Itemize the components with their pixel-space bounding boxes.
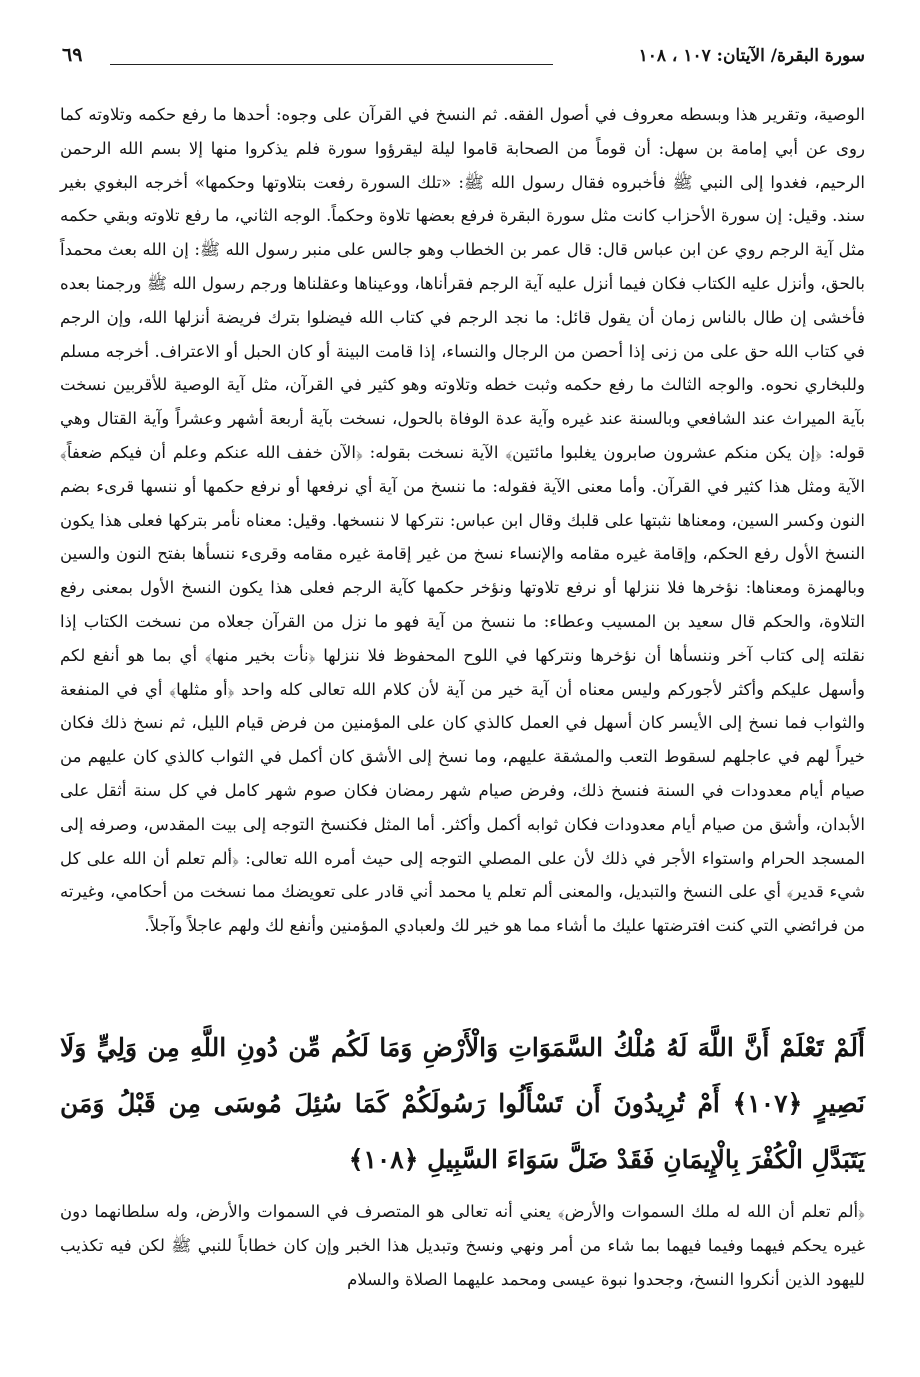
commentary-paragraph: ﴿ألم تعلم أن الله له ملك السموات والأرض﴾ يعني أنه تعالى هو المتصرف في السموات والأرض، وله سلطانهما دون غيره يحكم فيهما وفيما فيهما بما شاء من أمر ونهي ونسخ وتبديل هذا الخبر وإن كان خطاباً للنبي ﷺ لكن فيه تكذيب لليهود الذين أنكروا النسخ، وجحدوا نبوة عيسى ومحمد عليهما الصلاة والسلام (60, 1202, 865, 1289)
commentary-paragraph: الوصية، وتقرير هذا وبسطه معروف في أصول الفقه. ثم النسخ في القرآن على وجوه: أحدها ما رفع حكمه وتلاوته كما روى عن أبي إمامة بن سهل: أن قوماً من الصحابة قاموا ليلة ليقرؤوا سورة فلم يذكروا منها إلا بسم الله الرحمن الرحيم، فغدوا إلى النبي ﷺ فأخبروه فقال رسول الله ﷺ: «تلك السورة رفعت بتلاوتها وحكمها» أخرجه البغوي بغير سند. وقيل: إن سورة الأحزاب كانت مثل سورة البقرة فرفع بعضها تلاوة وحكماً. الوجه الثاني، ما رفع تلاوته وبقي حكمه مثل آية الرجم روي عن ابن عباس قال: قال عمر بن الخطاب وهو جالس على منبر رسول الله ﷺ: إن الله بعث محمداً بالحق، وأنزل عليه الكتاب فكان فيما أنزل عليه آية الرجم فقرأناها، ووعيناها وعقلناها ورجم رسول الله ﷺ ورجمنا بعده فأخشى إن طال بالناس زمان أن يقول قائل: ما نجد الرجم في كتاب الله فيضلوا بترك فريضة أنزلها الله، وإن الرجم في كتاب الله حق على من زنى إذا أحصن من الرجال والنساء، إذا قامت البينة أو كان الحبل أو الاعتراف. أخرجه مسلم وللبخاري نحوه. والوجه الثالث ما رفع حكمه وثبت خطه وتلاوته وهو كثير في القرآن، مثل آية الوصية للأقربين نسخت بآية الميراث عند الشافعي وبالسنة عند غيره وآية عدة الوفاة بالحول، نسخت بآية أربعة أشهر وعشراً وآية القتال وهي قوله: ﴿إن يكن منكم عشرون صابرون يغلبوا مائتين﴾ الآية نسخت بقوله: ﴿الآن خفف الله عنكم وعلم أن فيكم ضعفاً﴾ الآية ومثل هذا كثير في القرآن. وأما معنى الآية فقوله: ما ننسخ من آية أي نرفعها أو نرفع حكمها أو ننسها قرىء بضم النون وكسر السين، ومعناها نثبتها على قلبك وقال ابن عباس: نتركها لا ننسخها. وقيل: معناه نأمر بتركها فعلى هذا يكون النسخ الأول رفع الحكم، وإقامة غيره مقامه والإنساء نسخ من غير إقامة غيره مقامه وقرىء ننسأها بفتح النون والسين وبالهمزة ومعناها: نؤخرها فلا ننزلها أو نرفع تلاوتها ونؤخر حكمها كآية الرجم فعلى هذا يكون النسخ الأول بمعنى رفع التلاوة، والحكم قال سعيد بن المسيب وعطاء: ما ننسخ من آية فهو ما نزل من القرآن جعلاه من نسخت الكتاب إذا نقلته إلى كتاب آخر وننسأها أن نؤخرها ونتركها في اللوح المحفوظ فلا ننزلها ﴿نأت بخير منها﴾ أي بما هو أنفع لكم وأسهل عليكم وأكثر لأجوركم وليس معناه أن آية خير من آية لأن كلام الله تعالى كله واحد ﴿أو مثلها﴾ أي في المنفعة والثواب فما نسخ إلى الأيسر كان أسهل في العمل كالذي كان على المؤمنين من فرض قيام الليل، ثم نسخ ذلك فكان خيراً لهم في عاجلهم لسقوط التعب والمشقة عليهم، وما نسخ إلى الأشق كان أكمل في الثواب كالذي كان عليهم من صيام أيام معدودات في السنة فنسخ ذلك، وفرض صيام شهر رمضان فكان صوم شهر كامل في كل سنة أثقل على الأبدان، وأشق من صيام أيام معدودات فكان ثوابه أكمل وأكثر. أما المثل فكنسخ التوجه إلى بيت المقدس، وصرفه إلى المسجد الحرام واستواء الأجر في ذلك لأن على المصلي التوجه إلى حيث أمره الله تعالى: ﴿ألم تعلم أن الله على كل شيء قدير﴾ أي على النسخ والتبديل، والمعنى ألم تعلم يا محمد أني قادر على تعويضك مما نسخت من أحكامي، وغيرته من فرائضي التي كنت افترضتها عليك ما أشاء مما هو خير لك ولعبادي المؤمنين وأنفع لك ولهم عاجلاً وآجلاً. (60, 105, 865, 936)
header-rule (110, 64, 553, 65)
running-title: سورة البقرة/ الآيتان: ١٠٧ ، ١٠٨ (638, 46, 865, 66)
quran-verse-block (60, 1020, 865, 1188)
commentary-block-1 (60, 98, 865, 943)
page-number: ٦٩ (62, 44, 83, 66)
running-header (62, 42, 865, 76)
commentary-block-2 (60, 1195, 865, 1296)
quran-verses-107-108: أَلَمْ تَعْلَمْ أَنَّ اللَّهَ لَهُ مُلْكُ السَّمَوَاتِ وَالْأَرْضِ وَمَا لَكُم مِّن دُونِ اللَّهِ مِن وَلِيٍّ وَلَا نَصِيرٍ ﴿١٠٧﴾ أَمْ تُرِيدُونَ أَن تَسْأَلُوا رَسُولَكُمْ كَمَا سُئِلَ مُوسَى مِن قَبْلُ وَمَن يَتَبَدَّلِ الْكُفْرَ بِالْإِيمَانِ فَقَدْ ضَلَّ سَوَاءَ السَّبِيلِ ﴿١٠٨﴾ (60, 1033, 865, 1174)
